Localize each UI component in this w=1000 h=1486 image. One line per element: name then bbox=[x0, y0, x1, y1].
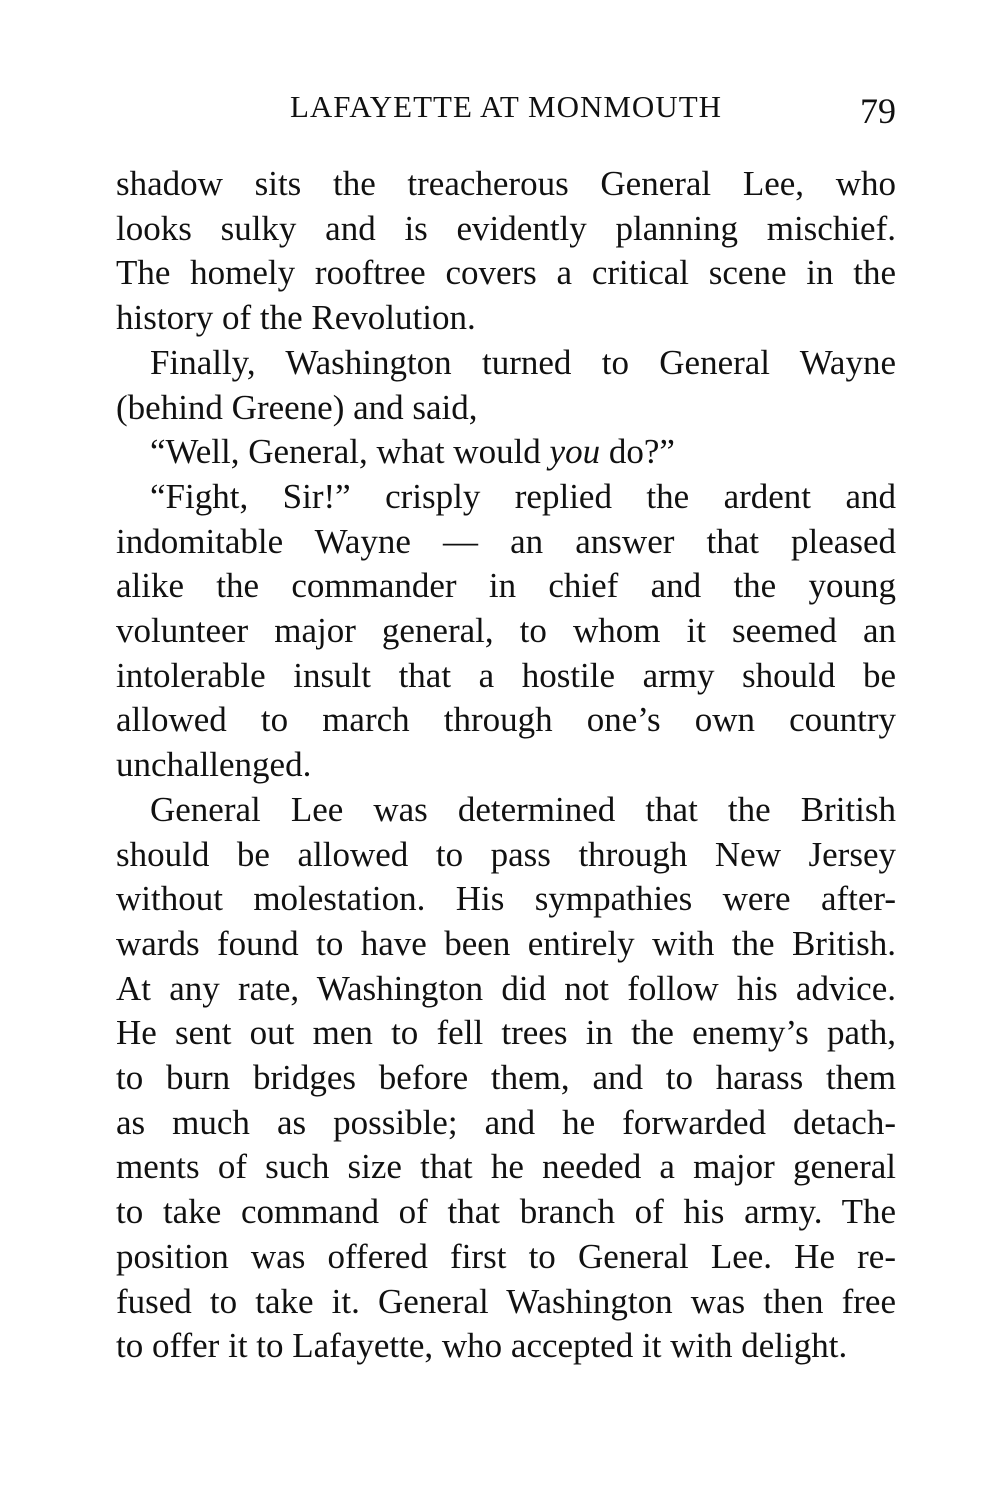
text-line: fused to take it. General Washington was then free bbox=[116, 1281, 896, 1321]
quote-before: “Well, General, what would bbox=[150, 432, 550, 472]
running-title: LAFAYETTE AT MONMOUTH bbox=[289, 89, 723, 124]
text-line: wards found to have been entirely with the British. bbox=[116, 923, 896, 963]
text-line: position was offered first to General Lee. He re- bbox=[116, 1236, 896, 1276]
running-head bbox=[116, 82, 896, 132]
body-text bbox=[116, 162, 896, 1369]
text-line: indomitable Wayne — an answer that pleased bbox=[116, 521, 896, 561]
text-line: He sent out men to fell trees in the enemy’s path, bbox=[116, 1013, 896, 1053]
paragraph-1 bbox=[116, 162, 896, 341]
emphasis-you: you bbox=[549, 432, 601, 472]
text-line: Finally, Washington turned to General Wayne bbox=[150, 342, 896, 382]
text-line: ments of such size that he needed a major general bbox=[116, 1147, 896, 1187]
text-line: to offer it to Lafayette, who accepted it with delight. bbox=[116, 1326, 848, 1366]
text-line: alike the commander in chief and the young bbox=[116, 566, 896, 606]
text-line: At any rate, Washington did not follow his advice. bbox=[116, 968, 896, 1008]
text-line: unchallenged. bbox=[116, 745, 312, 785]
paragraph-4 bbox=[116, 475, 896, 788]
text-line: allowed to march through one’s own country bbox=[116, 700, 896, 740]
text-line: intolerable insult that a hostile army should be bbox=[116, 655, 896, 695]
paragraph-3 bbox=[116, 430, 896, 475]
text-line: as much as possible; and he forwarded detach- bbox=[116, 1102, 896, 1142]
quote-after: do?” bbox=[600, 432, 675, 472]
page-number: 79 bbox=[860, 91, 896, 131]
text-line: shadow sits the treacherous General Lee, who bbox=[116, 164, 896, 203]
text-line: looks sulky and is evidently planning mischief. bbox=[116, 208, 896, 248]
text-line: (behind Greene) and said, bbox=[116, 387, 478, 427]
text-line bbox=[116, 430, 896, 475]
text-line: to burn bridges before them, and to harass them bbox=[116, 1058, 896, 1098]
text-line: The homely rooftree covers a critical scene in the bbox=[116, 253, 896, 293]
text-line: General Lee was determined that the British bbox=[150, 789, 896, 829]
text-line: history of the Revolution. bbox=[116, 298, 476, 338]
text-line: should be allowed to pass through New Jersey bbox=[116, 834, 896, 874]
paragraph-2 bbox=[116, 341, 896, 430]
text-line: without molestation. His sympathies were after- bbox=[116, 879, 896, 919]
text-line: “Fight, Sir!” crisply replied the ardent and bbox=[150, 476, 896, 516]
text-line: volunteer major general, to whom it seemed an bbox=[116, 611, 896, 651]
paragraph-5 bbox=[116, 788, 896, 1369]
text-line: to take command of that branch of his army. The bbox=[116, 1192, 896, 1232]
